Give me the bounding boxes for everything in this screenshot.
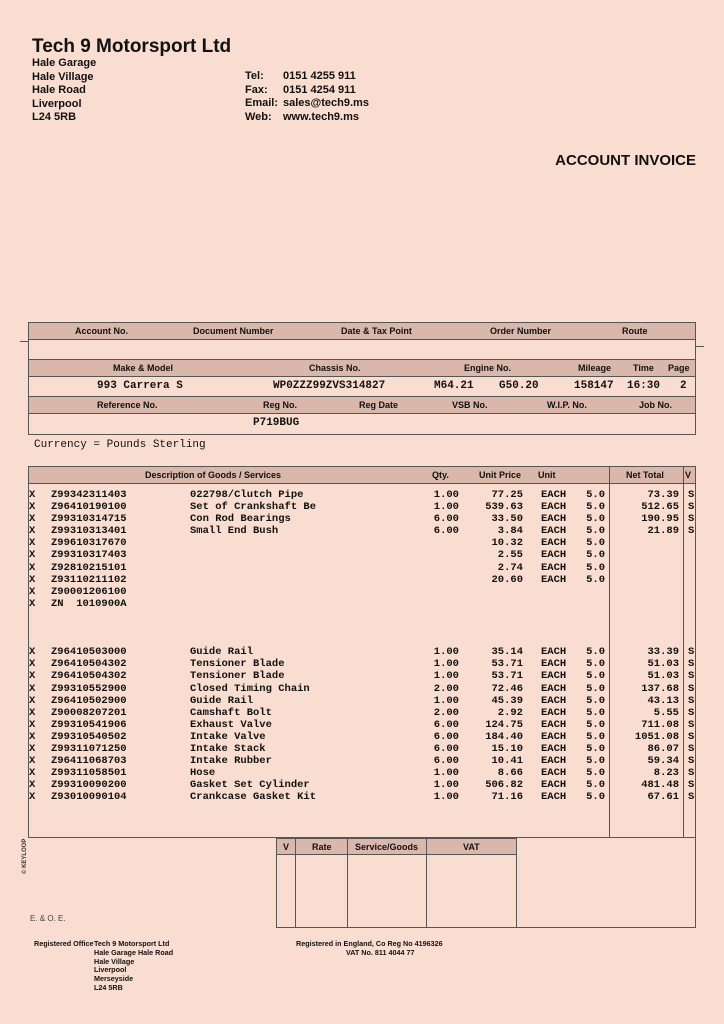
item-part: Z99342311403 [51, 489, 127, 501]
item-v: S [688, 767, 695, 780]
registration-info: Registered in England, Co Reg No 4196326 [296, 939, 443, 948]
table-row [29, 622, 695, 634]
item-part: Z99310552900 [51, 682, 127, 695]
item-desc: Tensioner Blade [190, 658, 285, 671]
header-reference-no: Reference No. [97, 400, 158, 410]
item-desc: Intake Stack [190, 742, 266, 755]
address-line: L24 5RB [32, 111, 77, 124]
table-row [29, 634, 695, 646]
table-row [29, 731, 695, 743]
item-v: S [688, 779, 695, 792]
item-desc: Camshaft Bolt [190, 706, 272, 719]
item-net: 73.39 [647, 489, 679, 501]
registered-office-line: L24 5RB [94, 982, 123, 992]
contact-row [245, 84, 369, 98]
item-part: Z90001206100 [51, 585, 127, 598]
item-rate: 5.0 [586, 779, 605, 792]
header-unit: Unit [538, 470, 556, 480]
item-rate: 5.0 [586, 742, 605, 755]
item-unit: EACH [541, 767, 567, 780]
address-line: Hale Road [32, 84, 86, 97]
vat-line [276, 927, 696, 928]
item-rate: 5.0 [586, 706, 605, 719]
header-reg-date: Reg Date [359, 400, 399, 410]
item-v: S [688, 670, 695, 683]
item-net: 67.61 [647, 791, 679, 804]
table-row [29, 670, 695, 682]
item-unit: EACH [541, 742, 567, 755]
item-qty: 1.00 [433, 489, 459, 501]
header-net-total: Net Total [626, 470, 664, 480]
item-unit: EACH [541, 755, 567, 768]
vat-header-service-goods: Service/Goods [355, 842, 419, 852]
item-x: X [29, 779, 36, 792]
table-row [29, 767, 695, 779]
item-unit: EACH [541, 694, 567, 707]
item-x: X [29, 706, 36, 719]
contact-label: Tel: [245, 70, 264, 82]
vat-header-v: V [283, 842, 290, 852]
value-make-model: 993 Carrera S [97, 380, 183, 392]
vat-line [347, 838, 348, 928]
item-unit: EACH [541, 561, 567, 574]
item-unit: EACH [541, 718, 567, 731]
item-part: Z96410504302 [51, 670, 127, 683]
item-x: X [29, 513, 36, 526]
item-x: X [29, 670, 36, 683]
item-desc: Tensioner Blade [190, 670, 285, 683]
item-part: Z99311071250 [51, 742, 127, 755]
item-qty: 1.00 [433, 694, 459, 707]
item-rate: 5.0 [586, 791, 605, 804]
item-qty: 6.00 [433, 730, 459, 743]
item-unit: EACH [541, 730, 567, 743]
item-x: X [29, 585, 36, 598]
contact-row [245, 70, 369, 84]
divider [696, 346, 704, 347]
eoe-note: E. & O. E. [30, 914, 66, 923]
item-net: 51.03 [647, 670, 679, 683]
item-unit: EACH [541, 573, 567, 586]
contact-value: www.tech9.ms [283, 110, 360, 123]
item-rate: 5.0 [586, 537, 605, 550]
item-unit: EACH [541, 501, 567, 514]
item-x: X [29, 682, 36, 695]
item-part: Z92810215101 [51, 561, 127, 574]
item-x: X [29, 525, 36, 538]
item-v: S [688, 525, 695, 538]
contact-label: Web: [245, 110, 272, 123]
item-price: 53.71 [491, 670, 523, 683]
item-desc: Exhaust Valve [190, 718, 272, 731]
item-unit: EACH [541, 537, 567, 550]
header-v: V [685, 470, 692, 480]
vat-summary [276, 838, 696, 928]
value-page: 2 [680, 380, 687, 392]
item-part: Z99310090200 [51, 779, 127, 792]
item-price: 184.40 [485, 730, 523, 743]
item-price: 124.75 [485, 718, 523, 731]
vat-header-vat: VAT [463, 842, 480, 852]
item-rate: 5.0 [586, 501, 605, 514]
value-engine-1: M64.21 [434, 380, 474, 392]
company-address [32, 57, 96, 125]
item-v: S [688, 501, 695, 514]
item-v: S [688, 755, 695, 768]
registered-office-line: Hale Garage Hale Road [94, 947, 174, 957]
item-rate: 5.0 [586, 755, 605, 768]
invoice-info-table [28, 322, 696, 435]
item-qty: 6.00 [433, 513, 459, 526]
vat-line [276, 838, 277, 928]
table-row [29, 574, 695, 586]
item-rate: 5.0 [586, 489, 605, 501]
item-price: 10.32 [491, 537, 523, 550]
item-part: Z99311058501 [51, 767, 127, 780]
item-part: Z99310541906 [51, 718, 127, 731]
item-desc: Crankcase Gasket Kit [190, 791, 317, 804]
vat-line [426, 838, 427, 928]
table-row [29, 537, 695, 549]
item-net: 51.03 [647, 658, 679, 671]
item-qty: 6.00 [433, 525, 459, 538]
table-row [29, 695, 695, 707]
item-part: ZN 1010900A [51, 597, 127, 610]
info-header-row-1 [29, 323, 695, 340]
item-x: X [29, 501, 36, 514]
divider [20, 341, 28, 342]
item-net: 8.23 [653, 767, 679, 780]
table-row [29, 562, 695, 574]
table-row [29, 707, 695, 719]
item-price: 71.16 [491, 791, 523, 804]
item-price: 3.84 [497, 525, 523, 538]
item-net: 481.48 [641, 779, 679, 792]
item-rate: 5.0 [586, 658, 605, 671]
item-x: X [29, 537, 36, 550]
item-part: Z93010090104 [51, 791, 127, 804]
item-unit: EACH [541, 779, 567, 792]
contact-row [245, 97, 369, 111]
value-mileage: 158147 [574, 380, 614, 392]
header-description: Description of Goods / Services [145, 470, 282, 480]
item-part: Z90008207201 [51, 706, 127, 719]
item-desc: Intake Rubber [190, 755, 272, 768]
item-rate: 5.0 [586, 767, 605, 780]
item-rate: 5.0 [586, 561, 605, 574]
registered-office-line: Tech 9 Motorsport Ltd [94, 939, 170, 948]
item-qty: 1.00 [433, 779, 459, 792]
item-price: 10.41 [491, 755, 523, 768]
software-logo: © KEYLOOP [22, 838, 28, 874]
header-order-number: Order Number [490, 326, 552, 336]
items-body [29, 489, 695, 803]
value-time: 16:30 [627, 380, 661, 392]
item-desc: Small End Bush [190, 525, 279, 538]
item-net: 137.68 [641, 682, 679, 695]
contact-value: 0151 4255 911 [283, 70, 356, 82]
item-rate: 5.0 [586, 513, 605, 526]
item-x: X [29, 742, 36, 755]
item-rate: 5.0 [586, 718, 605, 731]
item-part: Z99310314715 [51, 513, 127, 526]
table-row [29, 489, 695, 501]
table-row [29, 755, 695, 767]
header-route: Route [622, 326, 648, 336]
address-line: Hale Garage [32, 57, 97, 69]
item-qty: 1.00 [433, 646, 459, 659]
item-x: X [29, 694, 36, 707]
vat-header [276, 838, 517, 855]
item-net: 190.95 [641, 513, 679, 526]
registered-office-line: Liverpool [94, 965, 127, 975]
item-rate: 5.0 [586, 573, 605, 586]
item-v: S [688, 742, 695, 755]
item-price: 2.55 [497, 549, 523, 562]
company-contact [245, 70, 369, 124]
header-chassis-no: Chassis No. [309, 363, 361, 373]
contact-label: Email: [245, 97, 279, 110]
item-part: Z96411068703 [51, 755, 127, 768]
item-desc: Intake Valve [190, 730, 266, 743]
item-price: 539.63 [485, 501, 523, 514]
table-row [29, 658, 695, 670]
contact-row [245, 111, 369, 125]
address-line: Hale Village [32, 70, 94, 83]
table-row [29, 646, 695, 658]
item-part: Z99310540502 [51, 730, 127, 743]
table-row [29, 598, 695, 610]
vat-line [295, 838, 296, 928]
info-value-row-2 [29, 377, 695, 397]
header-qty: Qty. [432, 470, 449, 480]
item-rate: 5.0 [586, 682, 605, 695]
item-v: S [688, 791, 695, 804]
contact-value: sales@tech9.ms [283, 97, 369, 110]
item-v: S [688, 718, 695, 731]
item-x: X [29, 597, 36, 610]
header-date-tax-point: Date & Tax Point [341, 326, 412, 336]
header-reg-no: Reg No. [263, 400, 298, 410]
document-title: ACCOUNT INVOICE [555, 152, 696, 169]
item-x: X [29, 791, 36, 804]
item-x: X [29, 767, 36, 780]
table-row [29, 549, 695, 561]
header-account-no: Account No. [75, 326, 128, 336]
item-v: S [688, 489, 695, 501]
item-x: X [29, 755, 36, 768]
item-qty: 6.00 [433, 718, 459, 731]
item-rate: 5.0 [586, 694, 605, 707]
item-rate: 5.0 [586, 646, 605, 659]
item-unit: EACH [541, 706, 567, 719]
item-net: 21.89 [647, 525, 679, 538]
item-unit: EACH [541, 646, 567, 659]
info-value-row-1 [29, 340, 695, 360]
item-qty: 1.00 [433, 658, 459, 671]
item-desc: Hose [190, 767, 216, 780]
item-v: S [688, 646, 695, 659]
address-line: Liverpool [32, 97, 82, 110]
info-header-row-3 [29, 397, 695, 414]
item-net: 1051.08 [634, 730, 679, 743]
item-price: 77.25 [491, 489, 523, 501]
item-desc: Set of Crankshaft Be [190, 501, 317, 514]
header-document-number: Document Number [193, 326, 274, 336]
items-table [28, 466, 696, 838]
table-row [29, 586, 695, 598]
item-net: 59.34 [647, 755, 679, 768]
item-part: Z96410190100 [51, 501, 127, 514]
info-value-row-3 [29, 414, 695, 434]
item-part: Z96410504302 [51, 658, 127, 671]
vat-line [516, 838, 517, 928]
item-qty: 1.00 [433, 791, 459, 804]
header-job-no: Job No. [639, 400, 672, 410]
item-part: Z99310317403 [51, 549, 127, 562]
item-unit: EACH [541, 658, 567, 671]
table-row [29, 779, 695, 791]
item-price: 45.39 [491, 694, 523, 707]
item-v: S [688, 706, 695, 719]
table-row [29, 525, 695, 537]
item-unit: EACH [541, 682, 567, 695]
item-price: 2.74 [497, 561, 523, 574]
item-unit: EACH [541, 525, 567, 538]
header-wip-no: W.I.P. No. [547, 400, 587, 410]
item-qty: 1.00 [433, 767, 459, 780]
item-price: 506.82 [485, 779, 523, 792]
table-row [29, 743, 695, 755]
vat-line [695, 838, 696, 928]
item-x: X [29, 489, 36, 501]
item-desc: 022798/Clutch Pipe [190, 489, 304, 501]
currency-note: Currency = Pounds Sterling [34, 439, 206, 451]
item-price: 8.66 [497, 767, 523, 780]
item-desc: Gasket Set Cylinder [190, 779, 310, 792]
table-row [29, 513, 695, 525]
item-price: 15.10 [491, 742, 523, 755]
value-chassis: WP0ZZZ99ZVS314827 [273, 380, 386, 392]
item-part: Z96410503000 [51, 646, 127, 659]
contact-value: 0151 4254 911 [283, 83, 356, 96]
item-v: S [688, 513, 695, 526]
item-qty: 6.00 [433, 755, 459, 768]
header-make-model: Make & Model [113, 363, 174, 373]
value-reg-no: P719BUG [253, 417, 300, 429]
item-v: S [688, 658, 695, 671]
item-rate: 5.0 [586, 525, 605, 538]
item-desc: Guide Rail [190, 694, 254, 707]
item-x: X [29, 718, 36, 731]
item-price: 72.46 [491, 682, 523, 695]
item-unit: EACH [541, 489, 567, 501]
item-desc: Guide Rail [190, 646, 254, 659]
header-time: Time [633, 363, 654, 373]
item-qty: 6.00 [433, 742, 459, 755]
registered-office-address [94, 940, 173, 993]
item-net: 86.07 [647, 742, 679, 755]
item-x: X [29, 573, 36, 586]
registered-office-line: Merseyside [94, 974, 134, 984]
item-part: Z96410502900 [51, 694, 127, 707]
item-desc: Closed Timing Chain [190, 682, 310, 695]
table-row [29, 610, 695, 622]
item-v: S [688, 694, 695, 707]
item-x: X [29, 646, 36, 659]
registered-office-line: Hale Village [94, 956, 135, 966]
item-rate: 5.0 [586, 549, 605, 562]
table-row [29, 501, 695, 513]
item-rate: 5.0 [586, 730, 605, 743]
item-qty: 1.00 [433, 670, 459, 683]
item-net: 711.08 [641, 718, 679, 731]
item-qty: 1.00 [433, 501, 459, 514]
table-row [29, 791, 695, 803]
item-v: S [688, 682, 695, 695]
item-unit: EACH [541, 549, 567, 562]
item-price: 20.60 [491, 573, 523, 586]
item-x: X [29, 561, 36, 574]
vat-header-rate: Rate [312, 842, 332, 852]
registered-office-label: Registered Office [34, 939, 94, 948]
item-x: X [29, 549, 36, 562]
header-page: Page [668, 363, 690, 373]
item-part: Z93110211102 [51, 573, 127, 586]
header-unit-price: Unit Price [479, 470, 522, 480]
value-engine-2: G50.20 [499, 380, 539, 392]
vat-number: VAT No. 811 4044 77 [346, 948, 415, 957]
item-qty: 2.00 [433, 682, 459, 695]
item-part: Z99310313401 [51, 525, 127, 538]
table-row [29, 683, 695, 695]
item-unit: EACH [541, 513, 567, 526]
item-net: 43.13 [647, 694, 679, 707]
item-price: 2.92 [497, 706, 523, 719]
item-rate: 5.0 [586, 670, 605, 683]
table-row [29, 719, 695, 731]
item-net: 33.39 [647, 646, 679, 659]
item-price: 53.71 [491, 658, 523, 671]
item-price: 35.14 [491, 646, 523, 659]
header-vsb-no: VSB No. [452, 400, 488, 410]
item-qty: 2.00 [433, 706, 459, 719]
items-header [29, 467, 695, 484]
item-v: S [688, 730, 695, 743]
header-engine-no: Engine No. [464, 363, 511, 373]
item-desc: Con Rod Bearings [190, 513, 291, 526]
item-unit: EACH [541, 791, 567, 804]
item-x: X [29, 658, 36, 671]
item-part: Z99610317670 [51, 537, 127, 550]
item-price: 33.50 [491, 513, 523, 526]
info-header-row-2 [29, 360, 695, 377]
company-name: Tech 9 Motorsport Ltd [32, 36, 232, 57]
item-net: 512.65 [641, 501, 679, 514]
contact-label: Fax: [245, 83, 268, 96]
item-x: X [29, 730, 36, 743]
item-unit: EACH [541, 670, 567, 683]
item-net: 5.55 [653, 706, 679, 719]
header-mileage: Mileage [578, 363, 612, 373]
